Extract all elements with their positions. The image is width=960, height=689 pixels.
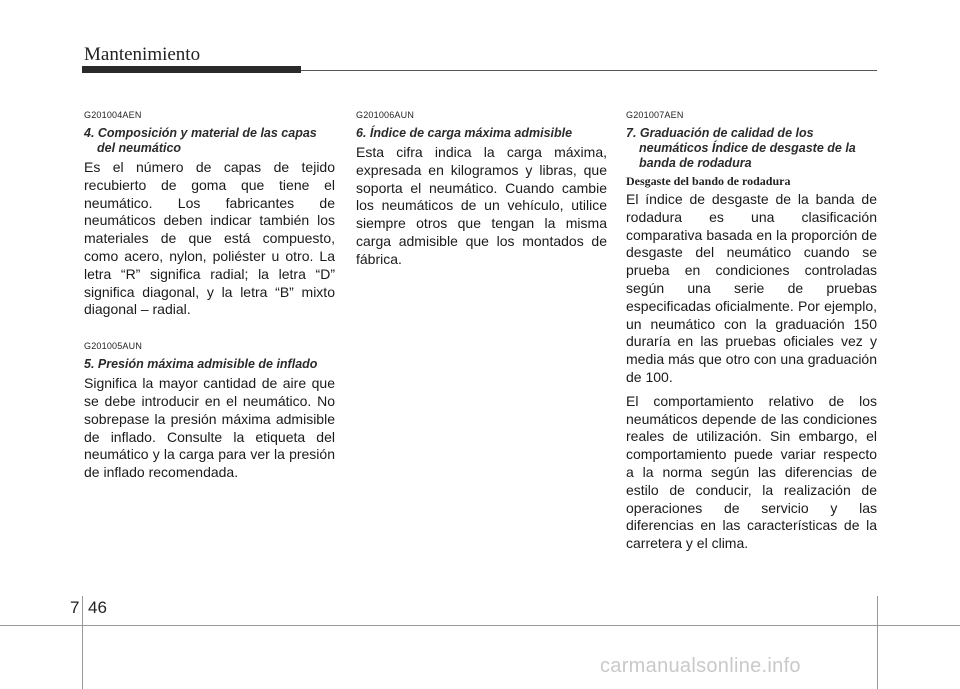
section-heading: 5. Presión máxima admisible de inflado (84, 357, 318, 372)
paragraph: El índice de desgaste de la banda de rodadura es una clasificación comparativa basada en la proporción de desgaste del neumático cuando se prueba en condiciones controladas según una serie de pruebas especificadas oficialmente. Por ejemplo, un neumático con la graduación 150 duraría en las pruebas oficiales vez y media más que otro con una graduación de 100. (626, 191, 877, 385)
section-code: G201006AUN (356, 110, 415, 120)
footer-divider-right (877, 596, 878, 689)
paragraph: Esta cifra indica la carga máxima, expresada en kilogramos y libras, que soporta el neumático. Cuando cambie los neumáticos de un vehículo, utilice siempre otros que tengan la misma carga admisible que los montados de fábrica. (356, 144, 607, 267)
column-3 (626, 110, 877, 553)
header-bar (82, 66, 301, 73)
chapter-number: 7 (70, 598, 80, 617)
section-code: G201007AEN (626, 110, 684, 120)
column-1 (84, 110, 335, 482)
section-heading: 6. Índice de carga máxima admisible (356, 126, 573, 140)
paragraph: Es el número de capas de tejido recubierto de goma que tiene el neumático. Los fabricantes de neumáticos deben indicar también los materiales de que está compuesto, como acero, nylon, poliéster u otro. La letra “R” significa radial; la letra “D” significa diagonal, y la letra “B” mixto diagonal – radial. (84, 159, 335, 318)
section-code: G201004AEN (84, 110, 142, 120)
paragraph: El comportamiento relativo de los neumáticos depende de las condiciones reales de utilización. Sin embargo, el comportamiento puede variar respecto a la norma según las diferencias de estilo de conducir, la realización de operaciones de servicio y las diferencias en las características de la carretera y el clima. (626, 392, 877, 552)
watermark: carmanualsonline.info (600, 655, 801, 677)
page-number: 46 (88, 598, 107, 617)
column-2 (356, 110, 607, 269)
section-subheading: Desgaste del bando de rodadura (626, 174, 791, 188)
header-rule (301, 70, 877, 71)
header-title: Mantenimiento (84, 44, 201, 65)
section-heading: 7. Graduación de calidad de los neumáticos Índice de desgaste de la banda de rodadura (626, 126, 856, 170)
paragraph: Significa la mayor cantidad de aire que se debe introducir en el neumático. No sobrepase la presión máxima admisible de inflado. Consulte la etiqueta del neumático y la carga para ver la presión de inflado recomendada. (84, 375, 335, 481)
footer-rule (0, 625, 960, 626)
footer-divider-left (82, 596, 83, 689)
section-code: G201005AUN (84, 341, 143, 352)
section-heading: 4. Composición y material de las capas del neumático (84, 126, 317, 155)
